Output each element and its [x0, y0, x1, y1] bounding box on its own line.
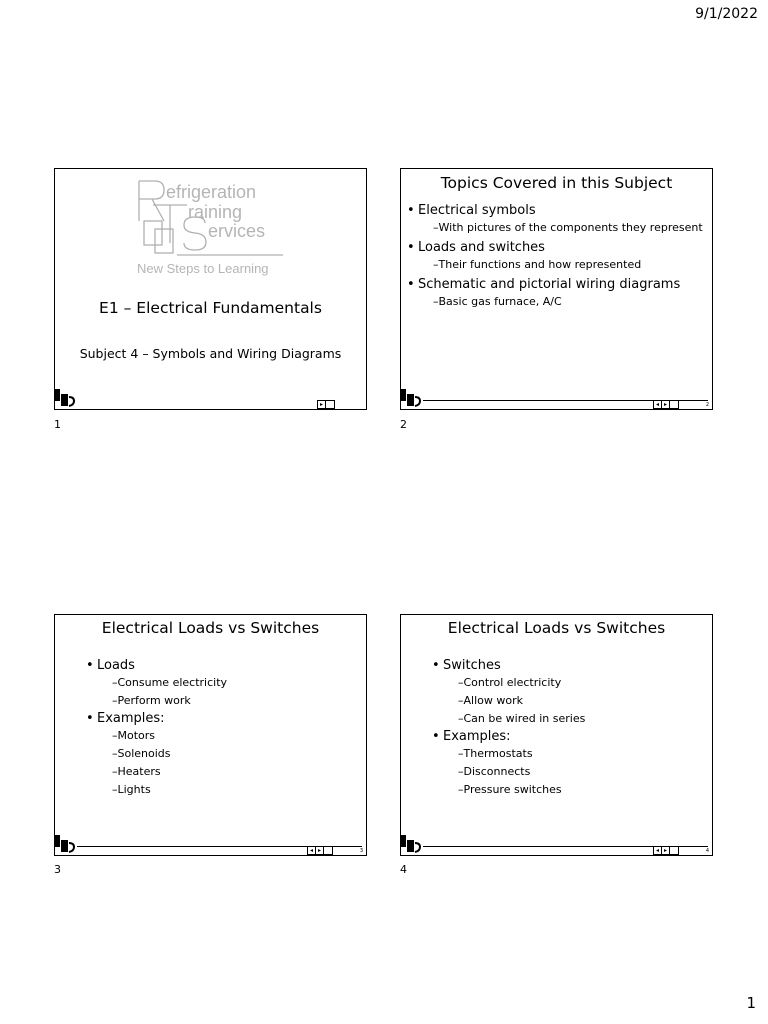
- slide-1: [54, 168, 367, 410]
- slide-title: E1 – Electrical Fundamentals: [99, 299, 322, 317]
- next-arrow-icon: ▸: [662, 847, 670, 854]
- sub-list-item: – Thermostats: [443, 745, 585, 763]
- sub-list-item: – Their functions and how represented: [418, 256, 703, 274]
- nav-box: [324, 847, 332, 854]
- sub-list-item: – Solenoids: [97, 745, 227, 763]
- sub-list-item: – Can be wired in series: [443, 710, 585, 728]
- rts-mini-logo-icon: [399, 387, 423, 409]
- footer-page-number: 4: [705, 848, 709, 854]
- next-arrow-icon: ▸: [318, 401, 326, 408]
- page-date: 9/1/2022: [695, 6, 758, 22]
- sub-list-item: – Disconnects: [443, 763, 585, 781]
- sub-list-item: – Pressure switches: [443, 781, 585, 799]
- list-item: • Examples: – Motors – Solenoids – Heaters – Lights: [86, 710, 227, 799]
- nav-box: [670, 847, 678, 854]
- sub-list-item: – Control electricity: [443, 674, 585, 692]
- sub-list-item: – Allow work: [443, 692, 585, 710]
- nav-box: [670, 401, 678, 408]
- list-item: • Electrical symbols – With pictures of the components they represent: [407, 202, 703, 237]
- slide-2: [400, 168, 713, 410]
- bullet-list: [86, 657, 227, 799]
- slide-nav: [653, 400, 679, 409]
- svg-text:raining: raining: [188, 202, 243, 222]
- svg-text:ervices: ervices: [208, 221, 266, 241]
- slide-number: 2: [400, 418, 407, 431]
- prev-arrow-icon: ◂: [654, 847, 662, 854]
- sub-list-item: – Motors: [97, 727, 227, 745]
- footer-page-number: 3: [359, 848, 363, 854]
- sub-list-item: – Perform work: [97, 692, 227, 710]
- svg-text:New Steps to Learning: New Steps to Learning: [137, 261, 269, 276]
- slide-4: [400, 614, 713, 856]
- bullet-list: [407, 202, 703, 311]
- svg-text:efrigeration: efrigeration: [166, 182, 257, 202]
- list-item: • Loads – Consume electricity – Perform work: [86, 657, 227, 710]
- sub-list-item: – Consume electricity: [97, 674, 227, 692]
- slide-number: 4: [400, 863, 407, 876]
- rts-mini-logo-icon: [53, 387, 77, 409]
- next-arrow-icon: ▸: [316, 847, 324, 854]
- slide-3: [54, 614, 367, 856]
- slide-title: Electrical Loads vs Switches: [101, 619, 320, 637]
- bullet-list: [432, 657, 585, 799]
- sub-list-item: – Heaters: [97, 763, 227, 781]
- slide-subtitle: Subject 4 – Symbols and Wiring Diagrams: [79, 346, 342, 361]
- slide-nav: [317, 400, 335, 409]
- rts-logo: [135, 177, 287, 277]
- list-item: • Switches – Control electricity – Allow work – Can be wired in series: [432, 657, 585, 728]
- sub-list-item: – Basic gas furnace, A/C: [418, 293, 703, 311]
- list-item: • Loads and switches – Their functions and how represented: [407, 239, 703, 274]
- slide-nav: [307, 846, 333, 855]
- rts-mini-logo-icon: [399, 833, 423, 855]
- slide-title: Electrical Loads vs Switches: [447, 619, 666, 637]
- slide-nav: [653, 846, 679, 855]
- list-item: • Examples: – Thermostats – Disconnects – Pressure switches: [432, 728, 585, 799]
- page-number: 1: [746, 994, 756, 1012]
- sub-list-item: – Lights: [97, 781, 227, 799]
- sub-list-item: – With pictures of the components they represent: [418, 219, 703, 237]
- nav-box: [326, 401, 334, 408]
- next-arrow-icon: ▸: [662, 401, 670, 408]
- prev-arrow-icon: ◂: [654, 401, 662, 408]
- slide-number: 1: [54, 418, 61, 431]
- rts-mini-logo-icon: [53, 833, 77, 855]
- list-item: • Schematic and pictorial wiring diagrams – Basic gas furnace, A/C: [407, 276, 703, 311]
- slide-number: 3: [54, 863, 61, 876]
- prev-arrow-icon: ◂: [308, 847, 316, 854]
- footer-page-number: 2: [705, 402, 709, 408]
- slide-title: Topics Covered in this Subject: [440, 174, 673, 192]
